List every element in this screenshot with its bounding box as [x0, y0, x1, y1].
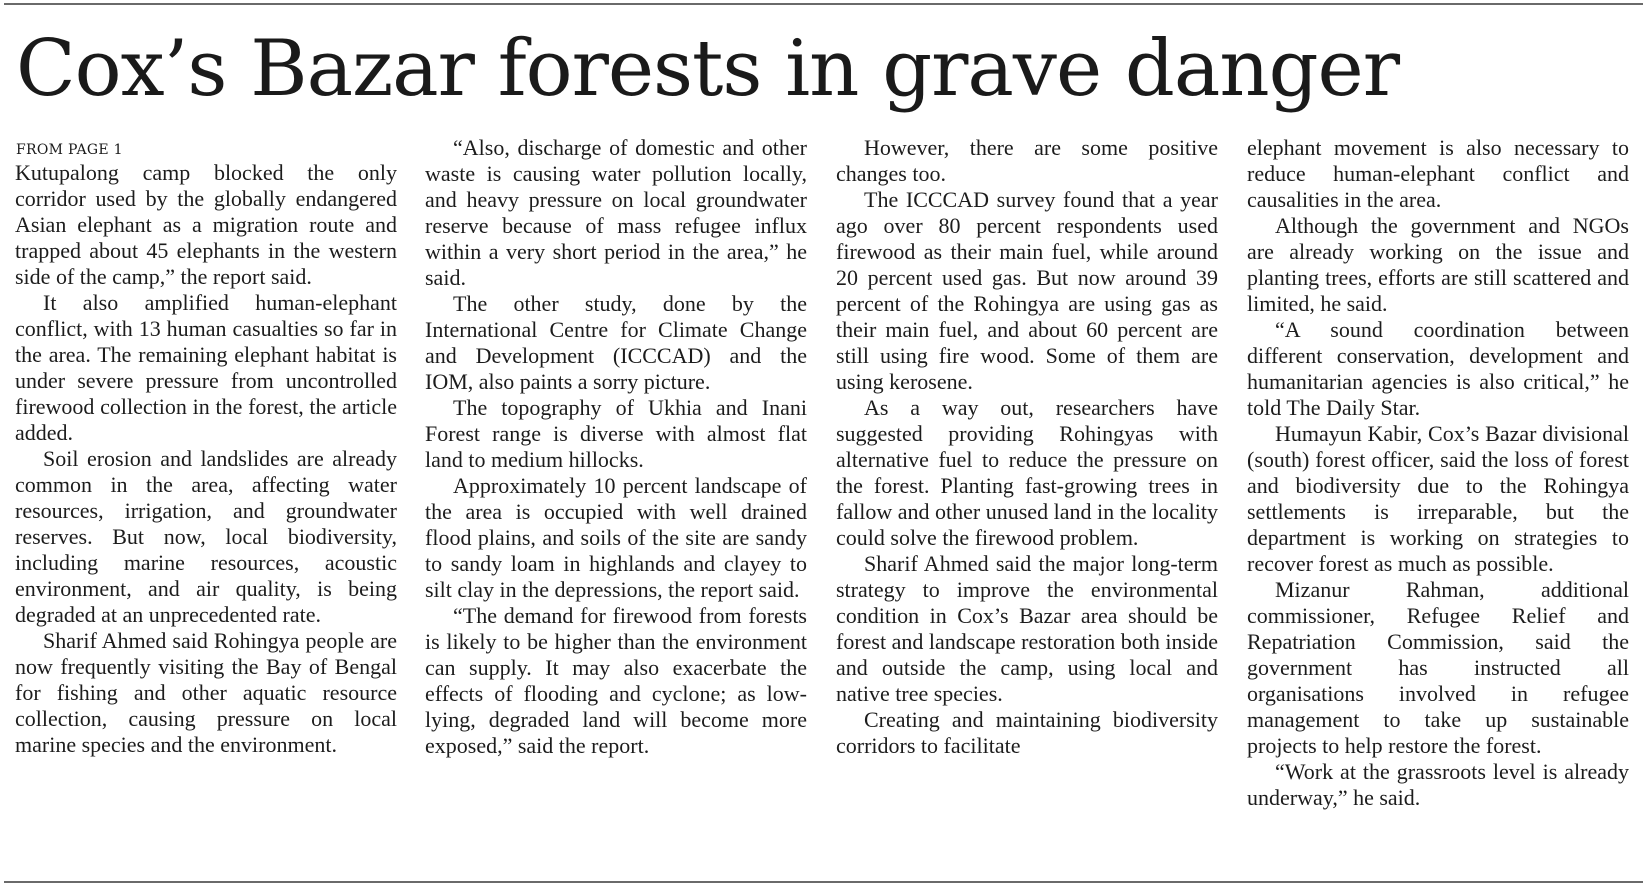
paragraph: As a way out, researchers have suggested providing Rohingyas with alternative fuel to reduce the pressure on the forest. Planting fast-growing trees in fallow and other unused land in the locality could solve the firewood problem. [836, 395, 1218, 550]
article-column-4 [1247, 135, 1629, 811]
paragraph: The topography of Ukhia and Inani Forest range is diverse with almost flat land to medium hillocks. [425, 395, 807, 472]
paragraph: Sharif Ahmed said Rohingya people are now frequently visiting the Bay of Bengal for fishing and other aquatic resource collection, causing pressure on local marine species and the environment. [15, 628, 397, 757]
article-column-1 [15, 160, 397, 758]
paragraph: Humayun Kabir, Cox’s Bazar divisional (south) forest officer, said the loss of forest and biodiversity due to the Rohingya settlements is irreparable, but the department is working on strategies to recover forest as much as possible. [1247, 421, 1629, 576]
paragraph: Sharif Ahmed said the major long-term strategy to improve the environmental condition in Cox’s Bazar area should be forest and landscape restoration both inside and outside the camp, using local and native tree species. [836, 551, 1218, 706]
top-rule [4, 3, 1643, 5]
continued-from-label: FROM PAGE 1 [16, 142, 123, 158]
paragraph: “A sound coordination between different conservation, development and humanitarian agencies is also critical,” he told The Daily Star. [1247, 317, 1629, 420]
article-column-3 [836, 135, 1218, 759]
paragraph: The other study, done by the International Centre for Climate Change and Development (ICCCAD) and the IOM, also paints a sorry picture. [425, 291, 807, 394]
paragraph: Although the government and NGOs are already working on the issue and planting trees, efforts are still scattered and limited, he said. [1247, 213, 1629, 316]
paragraph: “The demand for firewood from forests is likely to be higher than the environment can supply. It may also exacerbate the effects of flooding and cyclone; as low-lying, degraded land will become more exposed,” said the report. [425, 603, 807, 758]
paragraph: “Work at the grassroots level is already underway,” he said. [1247, 759, 1629, 810]
bottom-rule [4, 881, 1643, 883]
paragraph: Approximately 10 percent landscape of the area is occupied with well drained flood plains, and soils of the site are sandy to sandy loam in highlands and clayey to silt clay in the depressions, the report said. [425, 473, 807, 602]
paragraph: elephant movement is also necessary to reduce human-elephant conflict and causalities in the area. [1247, 135, 1629, 212]
paragraph: “Also, discharge of domestic and other waste is causing water pollution locally, and heavy pressure on local groundwater reserve because of mass refugee influx within a very short period in the area,” he said. [425, 135, 807, 290]
paragraph: However, there are some positive changes too. [836, 135, 1218, 186]
paragraph: Mizanur Rahman, additional commissioner, Refugee Relief and Repatriation Commission, said the government has instructed all organisations involved in refugee management to take up sustainable projects to help restore the forest. [1247, 577, 1629, 758]
paragraph: It also amplified human-elephant conflict, with 13 human casualties so far in the area. The remaining elephant habitat is under severe pressure from uncontrolled firewood collection in the forest, the article added. [15, 290, 397, 445]
paragraph: Creating and maintaining biodiversity corridors to facilitate [836, 707, 1218, 758]
paragraph: Soil erosion and landslides are already common in the area, affecting water resources, irrigation, and groundwater reserves. But now, local biodiversity, including marine resources, acoustic environment, and air quality, is being degraded at an unprecedented rate. [15, 446, 397, 627]
article-column-2 [425, 135, 807, 759]
headline: Cox’s Bazar forests in grave danger [16, 24, 1399, 114]
paragraph: The ICCCAD survey found that a year ago over 80 percent respondents used firewood as their main fuel, while around 20 percent used gas. But now around 39 percent of the Rohingya are using gas as their main fuel, and about 60 percent are still using fire wood. Some of them are using kerosene. [836, 187, 1218, 394]
paragraph: Kutupalong camp blocked the only corridor used by the globally endangered Asian elephant as a migration route and trapped about 45 elephants in the western side of the camp,” the report said. [15, 160, 397, 289]
